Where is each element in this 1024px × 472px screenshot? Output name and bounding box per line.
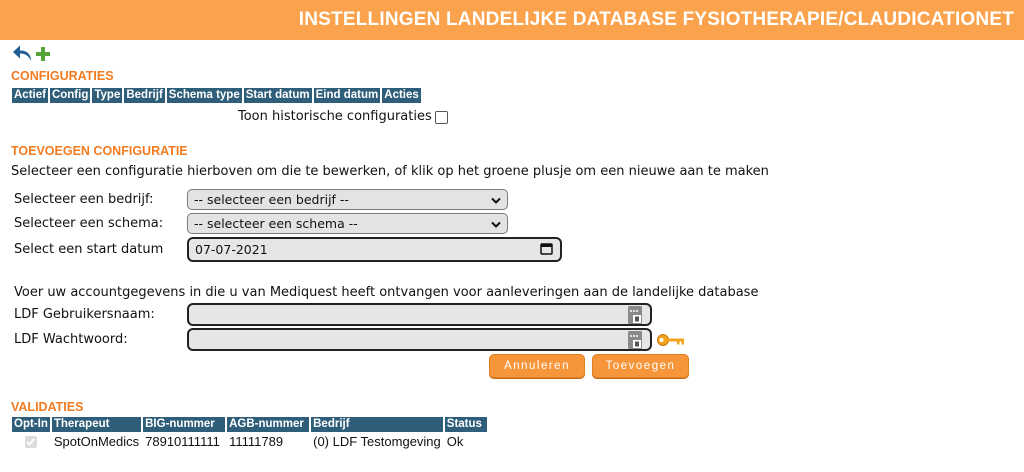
- show-history-checkbox[interactable]: [435, 111, 448, 124]
- col-eind-datum[interactable]: Eind datum: [315, 89, 379, 101]
- col-big-nummer[interactable]: BIG-nummer: [143, 417, 225, 432]
- bedrijf-cell: (0) LDF Testomgeving: [313, 434, 441, 449]
- configuraties-table: [10, 86, 423, 105]
- col-bedrijf[interactable]: Bedrijf: [126, 89, 163, 101]
- chevron-down-icon: [491, 192, 501, 207]
- col-acties[interactable]: Acties: [384, 89, 419, 101]
- schema-label: Selecteer een schema:: [14, 216, 164, 231]
- cancel-button[interactable]: Annuleren: [489, 354, 585, 378]
- green-plus-icon[interactable]: [36, 46, 50, 65]
- schema-select[interactable]: [187, 213, 508, 234]
- col-therapeut[interactable]: Therapeut: [52, 417, 141, 432]
- col-agb-nummer[interactable]: AGB-nummer: [227, 417, 309, 432]
- password-label: LDF Wachtwoord:: [14, 332, 128, 347]
- start-date-label: Select een start datum: [14, 242, 164, 257]
- agb-cell: 11111789: [229, 434, 284, 449]
- col-status[interactable]: Status: [445, 417, 487, 432]
- password-manager-icon[interactable]: [628, 306, 642, 327]
- show-history-row: [238, 109, 448, 125]
- chevron-down-icon: [491, 216, 501, 231]
- col-opt-in[interactable]: Opt-In: [14, 418, 48, 430]
- key-icon[interactable]: [656, 332, 686, 351]
- schema-select-value: -- selecteer een schema --: [194, 216, 358, 231]
- password-manager-icon[interactable]: [628, 331, 642, 352]
- opt-in-checkbox: [25, 436, 37, 448]
- col-type[interactable]: Type: [94, 89, 121, 101]
- username-input[interactable]: [187, 303, 652, 326]
- bedrijf-label: Selecteer een bedrijf:: [14, 192, 154, 207]
- start-date-value: 07-07-2021: [195, 242, 268, 257]
- start-date-input[interactable]: [187, 237, 562, 262]
- account-instruction: Voer uw accountgegevens in die u van Mediquest heeft ontvangen voor aanleveringen aan de landelijke database: [14, 285, 759, 300]
- show-history-label: Toon historische configuraties: [238, 109, 432, 124]
- toevoegen-title: TOEVOEGEN CONFIGURATIE: [11, 144, 188, 158]
- col-start-datum[interactable]: Start datum: [245, 89, 310, 101]
- opt-in-cell: [12, 434, 50, 450]
- add-button[interactable]: Toevoegen: [592, 354, 689, 378]
- toevoegen-instruction: Selecteer een configuratie hierboven om die te bewerken, of klik op het groene plusje om een nieuwe aan te maken: [11, 164, 769, 179]
- status-cell: Ok: [446, 434, 464, 449]
- calendar-icon[interactable]: [540, 242, 553, 258]
- col-config[interactable]: Config: [51, 89, 89, 101]
- col-actief[interactable]: Actief: [14, 89, 46, 101]
- table-row: [12, 434, 487, 450]
- password-input[interactable]: [187, 328, 652, 351]
- bedrijf-select-value: -- selecteer een bedrijf --: [194, 192, 349, 207]
- bedrijf-select[interactable]: [187, 189, 508, 210]
- configuraties-title: CONFIGURATIES: [11, 69, 114, 83]
- col-bedrijf[interactable]: Bedrijf: [311, 417, 443, 432]
- validaties-table: [10, 415, 489, 452]
- col-schema-type[interactable]: Schema type: [168, 89, 240, 101]
- therapeut-cell: SpotOnMedics: [53, 434, 140, 449]
- validaties-title: VALIDATIES: [11, 400, 84, 414]
- page-header: INSTELLINGEN LANDELIJKE DATABASE FYSIOTHERAPIE/CLAUDICATIONET: [0, 0, 1024, 40]
- undo-arrow-icon[interactable]: [12, 44, 32, 66]
- big-cell: 78910111111: [145, 434, 220, 449]
- username-label: LDF Gebruikersnaam:: [14, 307, 155, 322]
